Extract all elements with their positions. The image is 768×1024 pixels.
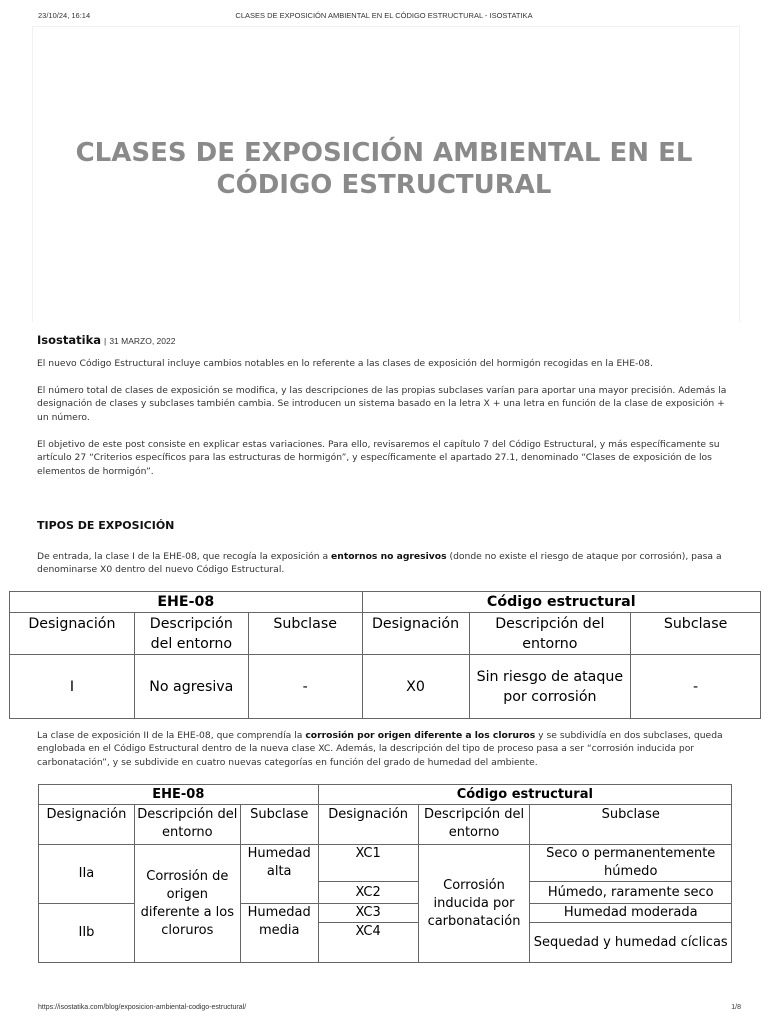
objective-paragraph: El objetivo de este post consiste en explicar estas variaciones. Para ello, revisaremos el capítulo 7 del Código Estructural, y más específicamente su artículo 27 “Criterios específicos para las estructuras de hormigón”, y específicamente el apartado 27.1, denominado “Clases de exposición de los elementos de hormigón”. [37, 439, 720, 477]
table-cell: Humedad media [240, 904, 318, 963]
publish-date: 31 MARZO, 2022 [109, 336, 176, 346]
article-title: CLASES DE EXPOSICIÓN AMBIENTAL EN EL CÓDIGO ESTRUCTURAL [75, 138, 693, 200]
print-footer [0, 1004, 768, 1016]
x0-paragraph [37, 550, 731, 577]
col-header: Designación [362, 613, 469, 655]
col-header: Subclase [530, 805, 732, 845]
col-header: Subclase [631, 613, 761, 655]
xc-text-bold: corrosión por origen diferente a los cloruros [305, 730, 536, 741]
table-cell: X0 [362, 655, 469, 719]
table-cell: I [10, 655, 135, 719]
col-header: Descripción del entorno [418, 805, 530, 845]
table-cell: Sin riesgo de ataque por corrosión [469, 655, 631, 719]
group-header-ce: Código estructural [318, 785, 731, 805]
table-cell: Seco o permanentemente húmedo [530, 845, 732, 882]
print-page-title: CLASES DE EXPOSICIÓN AMBIENTAL EN EL CÓDIGO ESTRUCTURAL - ISOSTATIKA [235, 11, 533, 20]
table-cell: XC4 [318, 923, 418, 963]
page-number: 1/8 [731, 1004, 741, 1011]
x0-text-before: De entrada, la clase I de la EHE-08, que recogía la exposición a [37, 551, 332, 562]
table-cell: - [631, 655, 761, 719]
meta-separator: | [104, 336, 107, 346]
print-datetime: 23/10/24, 16:14 [38, 11, 91, 20]
table-cell: Humedad moderada [530, 904, 732, 923]
group-header-ehe: EHE-08 [39, 785, 319, 805]
table-cell: XC3 [318, 904, 418, 923]
table-cell: XC1 [318, 845, 418, 882]
x0-text-bold: entornos no agresivos [331, 551, 447, 562]
table-cell: IIb [39, 904, 135, 963]
col-header: Descripción del entorno [134, 805, 240, 845]
table-cell: No agresiva [134, 655, 248, 719]
table-cell: Humedad alta [240, 845, 318, 904]
table-cell: - [248, 655, 362, 719]
group-header-ehe: EHE-08 [10, 592, 363, 613]
intro-paragraph: El nuevo Código Estructural incluye cambios notables en lo referente a las clases de exposición del hormigón recogidas en la EHE-08. [37, 358, 653, 369]
table-cell: Corrosión de origen diferente a los cloruros [134, 845, 240, 963]
table-cell: Húmedo, raramente seco [530, 882, 732, 904]
xc-text-before: La clase de exposición II de la EHE-08, que comprendía la [37, 730, 306, 741]
col-header: Designación [39, 805, 135, 845]
table-cell: Sequedad y humedad cíclicas [530, 923, 732, 963]
col-header: Designación [10, 613, 135, 655]
x0-text-after: (donde no existe el riesgo de ataque por corrosión), pasa a denominarse X0 dentro del nuevo Código Estructural. [37, 551, 722, 576]
exposure-table-xc [38, 784, 732, 963]
table-cell: Corrosión inducida por carbonatación [418, 845, 530, 963]
col-header: Designación [318, 805, 418, 845]
col-header: Subclase [240, 805, 318, 845]
table-row [10, 655, 761, 719]
section-title: TIPOS DE EXPOSICIÓN [37, 519, 175, 532]
print-header [0, 11, 768, 23]
article-meta [37, 333, 175, 347]
classes-paragraph: El número total de clases de exposición se modifica, y las descripciones de las propias subclases varían para aportar una mayor precisión. Además la designación de clases y subclases también cambia. Se introducen un sistema basado en la letra X + una letra en función de la clase de exposición + un número. [37, 385, 727, 423]
xc-text-after: y se subdividía en dos subclases, queda englobada en el Código Estructural dentro de la nueva clase XC. Además, la descripción del tipo de proceso pasa a ser “corrosión inducida por carbonatación”, y se subdivide en cuatro nuevas categorías en función del grado de humedad del ambiente. [37, 730, 723, 768]
exposure-table-x0 [9, 591, 761, 719]
group-header-ce: Código estructural [362, 592, 760, 613]
author-link[interactable]: Isostatika [37, 333, 101, 347]
table-cell: IIa [39, 845, 135, 904]
table-cell: XC2 [318, 882, 418, 904]
col-header: Descripción del entorno [469, 613, 631, 655]
col-header: Descripción del entorno [134, 613, 248, 655]
xc-paragraph [37, 729, 731, 769]
col-header: Subclase [248, 613, 362, 655]
page-url: https://isostatika.com/blog/exposicion-ambiental-codigo-estructural/ [38, 1004, 247, 1011]
